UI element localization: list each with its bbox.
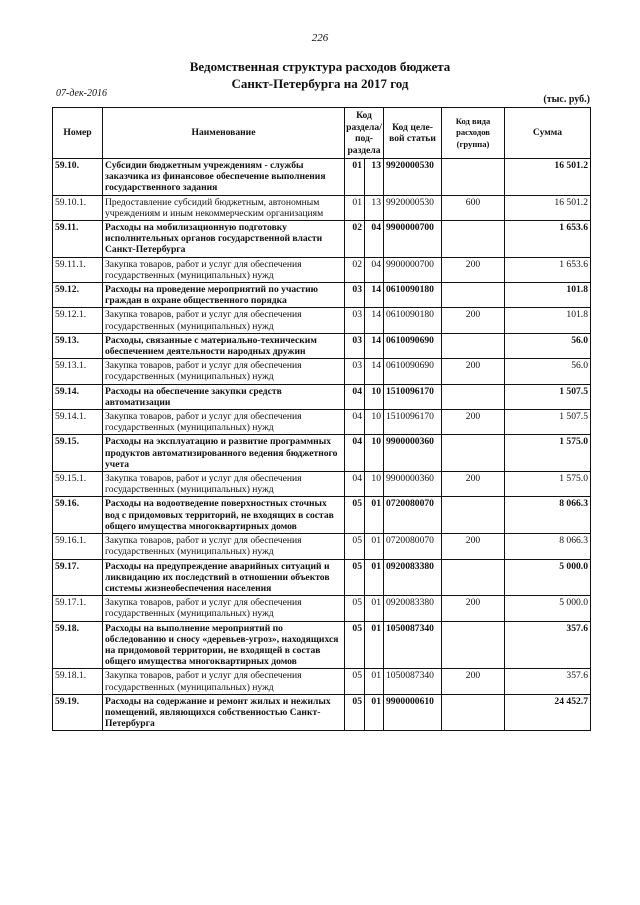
cell-subsection: 14 xyxy=(365,283,384,308)
cell-subsection: 01 xyxy=(365,596,384,621)
header-amount: Сумма xyxy=(505,108,591,159)
cell-expense-type xyxy=(442,384,505,409)
cell-article: 1050087340 xyxy=(384,669,442,694)
cell-name: Предоставление субсидий бюджетным, автономным учреждениям и иным некоммерческим организациям xyxy=(103,195,345,220)
cell-number: 59.14.1. xyxy=(53,410,103,435)
cell-name: Закупка товаров, работ и услуг для обеспечения государственных (муниципальных) нужд xyxy=(103,534,345,559)
cell-subsection: 10 xyxy=(365,435,384,472)
cell-amount: 357.6 xyxy=(505,669,591,694)
cell-number: 59.19. xyxy=(53,694,103,731)
cell-number: 59.16. xyxy=(53,497,103,534)
table-row xyxy=(53,669,591,694)
cell-expense-type xyxy=(442,221,505,258)
cell-section: 05 xyxy=(345,596,365,621)
table-row xyxy=(53,497,591,534)
cell-subsection: 01 xyxy=(365,559,384,596)
cell-subsection: 04 xyxy=(365,257,384,282)
cell-section: 05 xyxy=(345,559,365,596)
cell-amount: 5 000.0 xyxy=(505,559,591,596)
cell-amount: 16 501.2 xyxy=(505,195,591,220)
table-row xyxy=(53,359,591,384)
cell-article: 9900000610 xyxy=(384,694,442,731)
cell-section: 04 xyxy=(345,384,365,409)
cell-expense-type xyxy=(442,621,505,669)
document-date: 07-дек-2016 xyxy=(56,88,107,99)
units-label: (тыс. руб.) xyxy=(543,94,590,105)
table-row xyxy=(53,308,591,333)
cell-number: 59.14. xyxy=(53,384,103,409)
cell-name: Закупка товаров, работ и услуг для обеспечения государственных (муниципальных) нужд xyxy=(103,359,345,384)
cell-expense-type: 200 xyxy=(442,410,505,435)
cell-section: 01 xyxy=(345,159,365,196)
table-row xyxy=(53,694,591,731)
cell-expense-type: 200 xyxy=(442,359,505,384)
cell-article: 9900000360 xyxy=(384,435,442,472)
cell-number: 59.11. xyxy=(53,221,103,258)
table-row xyxy=(53,534,591,559)
cell-article: 9900000700 xyxy=(384,257,442,282)
table-row xyxy=(53,435,591,472)
cell-amount: 1 507.5 xyxy=(505,410,591,435)
table-row xyxy=(53,596,591,621)
cell-amount: 1 653.6 xyxy=(505,221,591,258)
cell-expense-type xyxy=(442,559,505,596)
budget-table xyxy=(52,107,591,731)
table-row xyxy=(53,384,591,409)
cell-name: Расходы на выполнение мероприятий по обследованию и сносу «деревьев-угроз», находящихся на придомовой территории, не входящей в состав общего имущества многоквартирных домов xyxy=(103,621,345,669)
cell-section: 05 xyxy=(345,694,365,731)
header-number: Номер xyxy=(53,108,103,159)
cell-expense-type: 200 xyxy=(442,534,505,559)
cell-section: 05 xyxy=(345,534,365,559)
header-section: Код раздела/ под- раздела xyxy=(345,108,384,159)
table-row xyxy=(53,621,591,669)
cell-section: 02 xyxy=(345,221,365,258)
cell-name: Закупка товаров, работ и услуг для обеспечения государственных (муниципальных) нужд xyxy=(103,410,345,435)
cell-subsection: 10 xyxy=(365,410,384,435)
cell-name: Закупка товаров, работ и услуг для обеспечения государственных (муниципальных) нужд xyxy=(103,596,345,621)
cell-subsection: 04 xyxy=(365,221,384,258)
cell-amount: 24 452.7 xyxy=(505,694,591,731)
cell-article: 0720080070 xyxy=(384,497,442,534)
cell-section: 05 xyxy=(345,497,365,534)
cell-article: 9900000700 xyxy=(384,221,442,258)
cell-expense-type xyxy=(442,694,505,731)
cell-name: Расходы на содержание и ремонт жилых и нежилых помещений, являющихся собственностью Санкт-Петербурга xyxy=(103,694,345,731)
cell-section: 04 xyxy=(345,410,365,435)
cell-name: Закупка товаров, работ и услуг для обеспечения государственных (муниципальных) нужд xyxy=(103,257,345,282)
cell-article: 1510096170 xyxy=(384,384,442,409)
cell-article: 0720080070 xyxy=(384,534,442,559)
cell-article: 0610090180 xyxy=(384,308,442,333)
cell-subsection: 14 xyxy=(365,333,384,358)
cell-subsection: 01 xyxy=(365,669,384,694)
cell-name: Расходы, связанные с материально-техническим обеспечением деятельности народных дружин xyxy=(103,333,345,358)
cell-number: 59.15. xyxy=(53,435,103,472)
title-line-2: Санкт-Петербурга на 2017 год xyxy=(231,76,409,91)
cell-number: 59.18.1. xyxy=(53,669,103,694)
table-body xyxy=(53,159,591,731)
cell-expense-type xyxy=(442,283,505,308)
cell-article: 9920000530 xyxy=(384,195,442,220)
cell-name: Расходы на предупреждение аварийных ситуаций и ликвидацию их последствий в отношении объектов системы жизнеобеспечения населения xyxy=(103,559,345,596)
cell-number: 59.17.1. xyxy=(53,596,103,621)
cell-amount: 8 066.3 xyxy=(505,534,591,559)
cell-amount: 357.6 xyxy=(505,621,591,669)
cell-section: 05 xyxy=(345,669,365,694)
cell-subsection: 13 xyxy=(365,195,384,220)
cell-article: 9920000530 xyxy=(384,159,442,196)
cell-article: 0920083380 xyxy=(384,559,442,596)
cell-amount: 56.0 xyxy=(505,333,591,358)
table-row xyxy=(53,472,591,497)
table-row xyxy=(53,283,591,308)
cell-amount: 101.8 xyxy=(505,283,591,308)
cell-subsection: 14 xyxy=(365,359,384,384)
cell-subsection: 14 xyxy=(365,308,384,333)
cell-subsection: 01 xyxy=(365,694,384,731)
cell-article: 9900000360 xyxy=(384,472,442,497)
title-line-1: Ведомственная структура расходов бюджета xyxy=(189,59,451,74)
cell-number: 59.13. xyxy=(53,333,103,358)
cell-article: 1510096170 xyxy=(384,410,442,435)
table-row xyxy=(53,559,591,596)
cell-section: 02 xyxy=(345,257,365,282)
cell-name: Расходы на эксплуатацию и развитие программных продуктов автоматизированного ведения бюджетного учета xyxy=(103,435,345,472)
cell-amount: 8 066.3 xyxy=(505,497,591,534)
cell-number: 59.16.1. xyxy=(53,534,103,559)
cell-amount: 16 501.2 xyxy=(505,159,591,196)
cell-number: 59.18. xyxy=(53,621,103,669)
cell-amount: 101.8 xyxy=(505,308,591,333)
cell-subsection: 01 xyxy=(365,497,384,534)
cell-section: 04 xyxy=(345,472,365,497)
header-expense-type: Код вида расходов (группа) xyxy=(442,108,505,159)
document-title xyxy=(0,58,640,92)
cell-section: 01 xyxy=(345,195,365,220)
cell-section: 03 xyxy=(345,308,365,333)
cell-expense-type xyxy=(442,159,505,196)
cell-subsection: 10 xyxy=(365,472,384,497)
cell-name: Расходы на водоотведение поверхностных сточных вод с придомовых территорий, не входящих в состав общего имущества многоквартирных домов xyxy=(103,497,345,534)
header-article: Код целе- вой статьи xyxy=(384,108,442,159)
table-row xyxy=(53,410,591,435)
cell-expense-type: 200 xyxy=(442,257,505,282)
cell-name: Расходы на обеспечение закупки средств автоматизации xyxy=(103,384,345,409)
cell-name: Субсидии бюджетным учреждениям - службы заказчика из финансовое обеспечение выполнения государственного задания xyxy=(103,159,345,196)
header-name: Наименование xyxy=(103,108,345,159)
cell-subsection: 10 xyxy=(365,384,384,409)
cell-amount: 5 000.0 xyxy=(505,596,591,621)
cell-amount: 1 653.6 xyxy=(505,257,591,282)
cell-subsection: 01 xyxy=(365,534,384,559)
cell-section: 03 xyxy=(345,333,365,358)
table-row xyxy=(53,221,591,258)
cell-expense-type xyxy=(442,333,505,358)
cell-subsection: 13 xyxy=(365,159,384,196)
table-header-row xyxy=(53,108,591,159)
cell-amount: 1 575.0 xyxy=(505,472,591,497)
cell-amount: 56.0 xyxy=(505,359,591,384)
cell-expense-type: 200 xyxy=(442,669,505,694)
cell-number: 59.15.1. xyxy=(53,472,103,497)
page-number: 226 xyxy=(311,32,329,44)
cell-name: Расходы на мобилизационную подготовку исполнительных органов государственной власти Санкт-Петербурга xyxy=(103,221,345,258)
cell-number: 59.11.1. xyxy=(53,257,103,282)
table-row xyxy=(53,333,591,358)
cell-expense-type: 600 xyxy=(442,195,505,220)
cell-name: Расходы на проведение мероприятий по участию граждан в охране общественного порядка xyxy=(103,283,345,308)
cell-amount: 1 575.0 xyxy=(505,435,591,472)
cell-amount: 1 507.5 xyxy=(505,384,591,409)
table-row xyxy=(53,257,591,282)
cell-expense-type xyxy=(442,497,505,534)
cell-expense-type: 200 xyxy=(442,472,505,497)
cell-section: 05 xyxy=(345,621,365,669)
cell-expense-type: 200 xyxy=(442,596,505,621)
cell-name: Закупка товаров, работ и услуг для обеспечения государственных (муниципальных) нужд xyxy=(103,472,345,497)
cell-section: 03 xyxy=(345,359,365,384)
cell-expense-type: 200 xyxy=(442,308,505,333)
cell-section: 04 xyxy=(345,435,365,472)
cell-number: 59.13.1. xyxy=(53,359,103,384)
cell-subsection: 01 xyxy=(365,621,384,669)
cell-name: Закупка товаров, работ и услуг для обеспечения государственных (муниципальных) нужд xyxy=(103,669,345,694)
cell-article: 1050087340 xyxy=(384,621,442,669)
cell-article: 0920083380 xyxy=(384,596,442,621)
cell-section: 03 xyxy=(345,283,365,308)
table-row xyxy=(53,159,591,196)
cell-article: 0610090180 xyxy=(384,283,442,308)
cell-number: 59.10.1. xyxy=(53,195,103,220)
cell-number: 59.10. xyxy=(53,159,103,196)
cell-number: 59.12. xyxy=(53,283,103,308)
cell-expense-type xyxy=(442,435,505,472)
cell-number: 59.12.1. xyxy=(53,308,103,333)
cell-article: 0610090690 xyxy=(384,333,442,358)
cell-number: 59.17. xyxy=(53,559,103,596)
table-row xyxy=(53,195,591,220)
cell-article: 0610090690 xyxy=(384,359,442,384)
cell-name: Закупка товаров, работ и услуг для обеспечения государственных (муниципальных) нужд xyxy=(103,308,345,333)
